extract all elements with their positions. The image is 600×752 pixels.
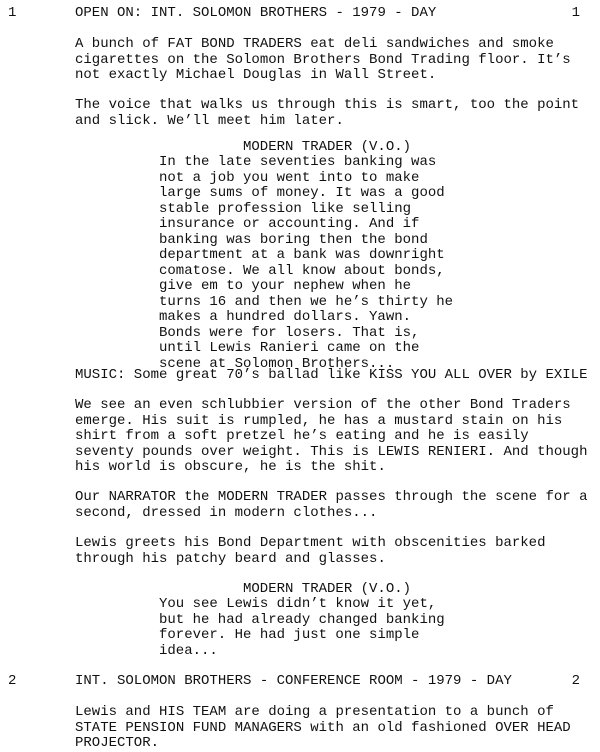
scene-number-right: 1 (571, 5, 580, 21)
action-paragraph: A bunch of FAT BOND TRADERS eat deli sandwiches and smoke cigarettes on the Solomon Brothers Bond Trading floor. It’s not exactly Michael Douglas in Wall Street. (75, 36, 571, 83)
character-cue: MODERN TRADER (V.O.) (243, 581, 412, 597)
scene-heading: OPEN ON: INT. SOLOMON BROTHERS - 1979 - DAY (75, 5, 437, 21)
action-paragraph: The voice that walks us through this is smart, too the point and slick. We’ll meet him later. (75, 97, 580, 129)
dialogue-block: You see Lewis didn’t know it yet, but he had already changed banking forever. He had just one simple idea... (159, 596, 445, 659)
character-cue: MODERN TRADER (V.O.) (243, 139, 412, 155)
action-paragraph: Our NARRATOR the MODERN TRADER passes through the scene for a second, dressed in modern clothes... (75, 489, 588, 521)
scene-number-left: 1 (8, 5, 17, 21)
action-paragraph: Lewis and HIS TEAM are doing a presentation to a bunch of STATE PENSION FUND MANAGERS with an old fashioned OVER HEAD PROJECTOR. (75, 704, 571, 751)
scene-number-left: 2 (8, 673, 17, 689)
scene-heading: INT. SOLOMON BROTHERS - CONFERENCE ROOM - 1979 - DAY (75, 673, 512, 689)
scene-number-right: 2 (571, 673, 580, 689)
action-paragraph: Lewis greets his Bond Department with obscenities barked through his patchy beard and glasses. (75, 535, 546, 567)
action-paragraph: We see an even schlubbier version of the other Bond Traders emerge. His suit is rumpled, he has a mustard stain on his shirt from a soft pretzel he’s eating and he is easily seventy pounds over weight. This is LEWIS RENIERI. And though his world is obscure, he is the shit. (75, 397, 588, 475)
dialogue-block: In the late seventies banking was not a job you went into to make large sums of money. It was a good stable profession like selling insurance or accounting. And if banking was boring then the bond department at a bank was downright comatose. We all know about bonds, give em to your nephew when he turns 16 and then we he’s thirty he makes a hundred dollars. Yawn. Bonds were for losers. That is, until Lewis Ranieri came on the scene at Solomon Brothers... (159, 154, 454, 372)
action-paragraph: MUSIC: Some great 70’s ballad like KISS YOU ALL OVER by EXILE (75, 367, 588, 383)
